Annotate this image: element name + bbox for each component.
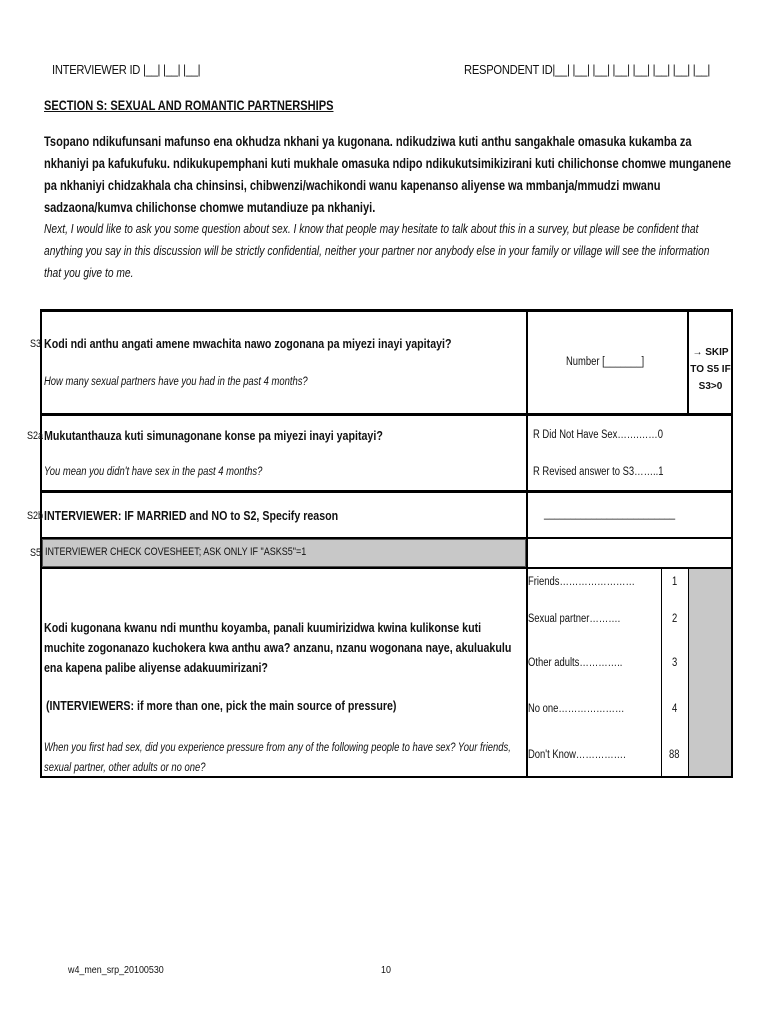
option-dont-know[interactable]: Don't Know…………….: [528, 749, 626, 761]
code-sexual-partner: 2: [672, 613, 678, 625]
translation-s2a: You mean you didn't have sex in the past 4 months?: [44, 466, 263, 478]
option-s2a-revised-answer[interactable]: R Revised answer to S3……..1: [533, 466, 664, 478]
option-other-adults[interactable]: Other adults…………..: [528, 657, 623, 669]
option-no-one[interactable]: No one…………………: [528, 703, 625, 715]
instruction-s5: (INTERVIEWERS: if more than one, pick the main source of pressure): [46, 698, 397, 713]
question-s5: Kodi kugonana kwanu ndi munthu koyamba, panali kuumirizidwa kwina kulikonse kuti muchite zogonanazo kuchokera kwa anthu awa? anzanu, nzanu wogonana naye, akuluakulu ena kapena palibe aliyense adakuumirizani?: [44, 620, 512, 675]
question-number-s2b: S2b: [27, 510, 44, 522]
translation-s3: How many sexual partners have you had in the past 4 months?: [44, 376, 308, 388]
code-friends: 1: [672, 576, 678, 588]
page-number: 10: [381, 964, 391, 976]
option-friends[interactable]: Friends……………………: [528, 576, 635, 588]
intro-english: Next, I would like to ask you some question about sex. I know that people may hesitate to talk about this in a survey, but please be confident that anything you say in this discussion will be strictly confidential, neither your partner nor anybody else in your family or village will see the information that you give to me.: [44, 222, 710, 280]
answer-number-field[interactable]: Number [_______]: [566, 356, 645, 368]
intro-chichewa: Tsopano ndikufunsani mafunso ena okhudza nkhani ya kugonana. ndikudziwa kuti anthu sangakhale omasuka kukamba za nkhaniyi pa kafukufuku. ndikukupemphani kuti mukhale omasuka ndipo ndikukutsimikizirani kuti chilichonse chomwe munganene pa nkhaniyi chidzakhala cha chinsinsi, chibwenzi/wachikondi wanu kapenanso aliyense wa mmbanja/mmudzi mwanu sadzaona/kumva chilichonse chomwe mutandiuze pa nkhaniyi.: [44, 133, 732, 215]
footer-filename: w4_men_srp_20100530: [68, 964, 164, 976]
skip-line-3: S3>0: [698, 381, 723, 392]
skip-instruction: [690, 344, 731, 395]
skip-line-2: TO S5 IF: [690, 364, 731, 375]
reason-field[interactable]: _________________________: [544, 508, 676, 520]
question-s3: Kodi ndi anthu angati amene mwachita nawo zogonana pa miyezi inayi yapitayi?: [44, 336, 452, 351]
question-number-s5: S5: [30, 547, 42, 559]
section-title: SECTION S: SEXUAL AND ROMANTIC PARTNERSHIPS: [44, 98, 334, 113]
option-sexual-partner[interactable]: Sexual partner……….: [528, 613, 621, 625]
question-number-s2a: S2a: [27, 430, 44, 442]
question-s2a: Mukutanthauza kuti simunagonane konse pa miyezi inayi yapitayi?: [44, 428, 383, 443]
interviewer-check-note: INTERVIEWER CHECK COVESHEET; ASK ONLY IF "ASKS5"=1: [45, 546, 307, 558]
respondent-id-label: RESPONDENT ID|__| |__| |__| |__| |__| |__| |__| |__|: [464, 62, 711, 77]
interviewer-id-label: INTERVIEWER ID |__| |__| |__|: [52, 62, 201, 77]
code-dont-know: 88: [669, 749, 680, 761]
question-number-s3: S3: [30, 338, 42, 350]
option-s2a-did-not-have-sex[interactable]: R Did Not Have Sex…….……0: [533, 429, 663, 441]
question-s2b: INTERVIEWER: IF MARRIED and NO to S2, Specify reason: [44, 508, 339, 523]
skip-line-1: → SKIP: [692, 347, 729, 358]
translation-s5: When you first had sex, did you experience pressure from any of the following people to have sex? Your friends, sexual partner, other adults or no one?: [44, 742, 511, 774]
code-other-adults: 3: [672, 657, 678, 669]
code-no-one: 4: [672, 703, 678, 715]
